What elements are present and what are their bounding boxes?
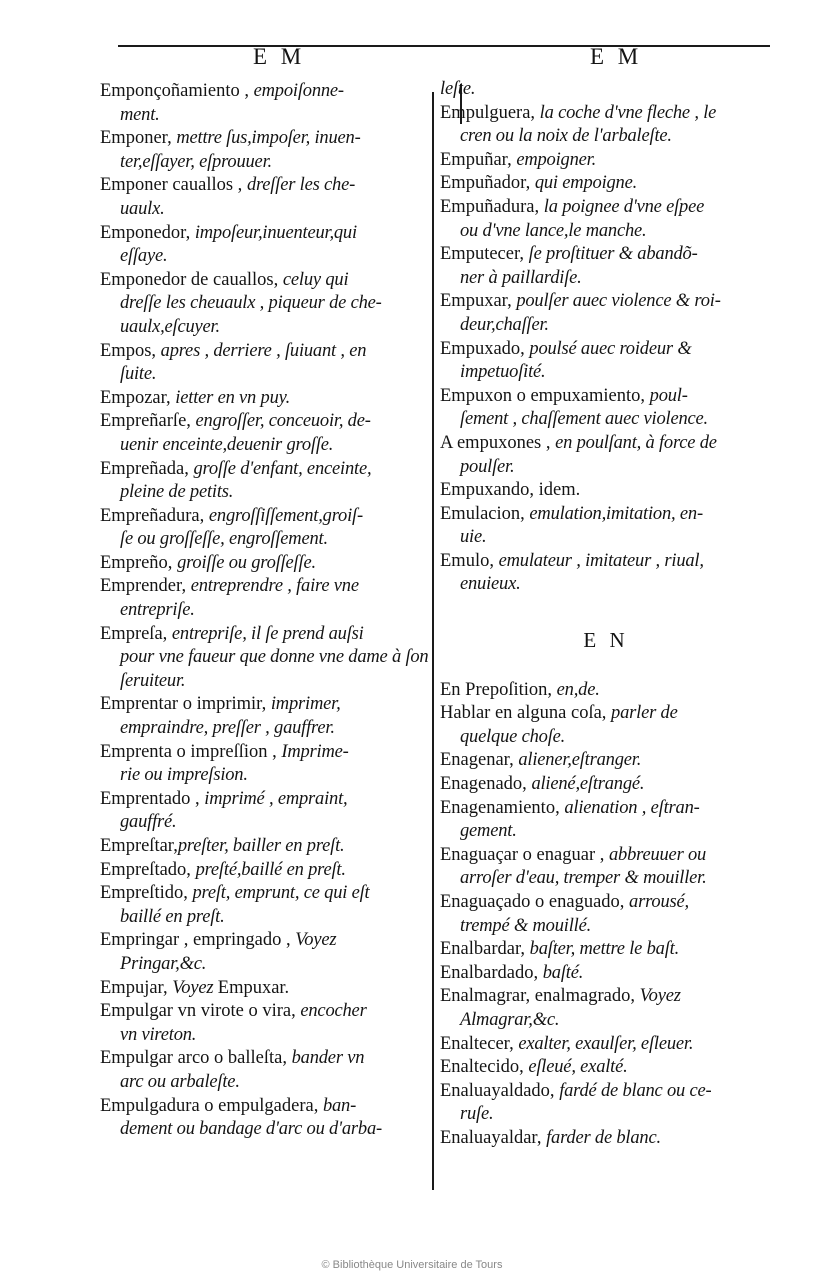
headword: Empuxado, bbox=[440, 338, 530, 359]
definition-continuation: ſe ou groſſeſſe, engroſſement. bbox=[120, 529, 328, 550]
top-rule bbox=[118, 45, 770, 47]
headword: Emprenta o impreſſion , bbox=[100, 741, 282, 762]
headword: Enagenamiento, bbox=[440, 797, 565, 818]
dictionary-entry bbox=[100, 80, 430, 127]
definition-continuation: impetuoſité. bbox=[460, 362, 546, 383]
headword: A empuxones , bbox=[440, 432, 556, 453]
headword: Empuxon o empuxamiento, bbox=[440, 385, 650, 406]
right-column-em-entries bbox=[440, 78, 772, 597]
definition-continuation: gauffré. bbox=[120, 812, 177, 833]
definition-continuation: ſuite. bbox=[120, 364, 157, 385]
headword: Empreſa, bbox=[100, 623, 172, 644]
dictionary-entry bbox=[440, 385, 772, 432]
dictionary-entry bbox=[100, 127, 430, 174]
definition: baſté. bbox=[542, 962, 584, 983]
headword: Empozar, bbox=[100, 387, 176, 408]
left-column bbox=[100, 80, 430, 1142]
headword: Empulgar arco o balleſta, bbox=[100, 1048, 292, 1069]
headword: Empulgar vn virote o vira, bbox=[100, 1001, 301, 1022]
dictionary-entry bbox=[440, 702, 772, 749]
definition: la poignee d'vne eſpee bbox=[543, 196, 705, 217]
dictionary-entry bbox=[100, 222, 430, 269]
dictionary-entry bbox=[440, 290, 772, 337]
definition: Voyez bbox=[639, 986, 681, 1007]
dictionary-entry bbox=[100, 835, 430, 859]
definition: poulsé auec roideur & bbox=[529, 338, 692, 359]
headword: Empulguera, bbox=[440, 102, 540, 123]
headword: Emprentar o imprimir, bbox=[100, 694, 271, 715]
definition: ſe proſtituer & abandõ- bbox=[528, 244, 698, 265]
definition: en poulſant, à force de bbox=[555, 432, 717, 453]
definition: la coche d'vne fleche , le bbox=[539, 102, 717, 123]
dictionary-entry bbox=[440, 172, 772, 196]
definition: alienation , eſtran- bbox=[564, 797, 700, 818]
dictionary-entry bbox=[440, 338, 772, 385]
dictionary-entry bbox=[100, 1047, 430, 1094]
definition: arrousé, bbox=[629, 892, 689, 912]
definition-continuation: eſſaye. bbox=[120, 246, 168, 267]
definition: groiſſe ou groſſeſſe. bbox=[177, 552, 316, 573]
definition: imprimé , empraint, bbox=[204, 788, 348, 809]
definition: preſter, bailler en preſt. bbox=[177, 836, 345, 856]
running-head-left: E M bbox=[253, 44, 306, 69]
headword: Enalmagrar, enalmagrado, bbox=[440, 986, 640, 1007]
definition: empoiſonne- bbox=[253, 81, 344, 101]
definition: aliener,eſtranger. bbox=[518, 750, 642, 771]
dictionary-entry bbox=[440, 149, 772, 173]
definition: engroſſiſſement,groiſ- bbox=[208, 505, 363, 526]
headword: Emprentado , bbox=[100, 788, 205, 809]
right-column-en-entries bbox=[440, 679, 772, 1151]
definition: leſte. bbox=[440, 79, 476, 99]
headword: Empreñadura, bbox=[100, 505, 209, 526]
definition: en,de. bbox=[556, 679, 600, 700]
definition: groſſe d'enfant, enceinte, bbox=[193, 458, 372, 479]
definition-continuation: trempé & mouillé. bbox=[460, 915, 592, 936]
headword: Enaluayaldar, bbox=[440, 1127, 547, 1148]
definition: preſté,baillé en preſt. bbox=[195, 859, 346, 880]
headword: Enaluayaldado, bbox=[440, 1080, 560, 1101]
definition: imprimer, bbox=[270, 694, 341, 715]
headword: Empringar , empringado , bbox=[100, 930, 296, 951]
definition-continuation: dement ou bandage d'arc ou d'arba- bbox=[120, 1119, 382, 1140]
headword: Emponer, bbox=[100, 128, 177, 149]
definition-continuation: uie. bbox=[460, 527, 487, 548]
dictionary-entry bbox=[440, 1033, 772, 1057]
dictionary-entry bbox=[100, 552, 430, 576]
definition: impoſeur,inuenteur,qui bbox=[194, 222, 357, 243]
dictionary-entry bbox=[440, 479, 772, 503]
definition: abbreuuer ou bbox=[608, 844, 707, 865]
headword: Enalbardar, bbox=[440, 939, 530, 960]
headword: Enagenado, bbox=[440, 774, 532, 795]
definition: fardé de blanc ou ce- bbox=[559, 1080, 712, 1101]
definition: dreſſer les che- bbox=[246, 175, 356, 196]
definition: ban- bbox=[322, 1095, 357, 1116]
definition: Imprime- bbox=[281, 741, 349, 762]
definition-continuation: baillé en preſt. bbox=[120, 906, 225, 927]
dictionary-entry bbox=[440, 550, 772, 597]
headword: Emponedor de cauallos, bbox=[100, 269, 283, 290]
definition-continuation: uaulx. bbox=[120, 198, 165, 219]
dictionary-entry bbox=[100, 882, 430, 929]
definition-continuation: cren ou la noix de l'arbaleſte. bbox=[460, 126, 672, 147]
dictionary-entry bbox=[100, 269, 430, 340]
headword: Emulo, bbox=[440, 550, 499, 571]
dictionary-entry bbox=[440, 749, 772, 773]
headword: Emponer cauallos , bbox=[100, 175, 247, 196]
dictionary-entry bbox=[100, 859, 430, 883]
definition-continuation: ter,eſſayer, eſprouuer. bbox=[120, 151, 272, 172]
dictionary-entry bbox=[100, 575, 430, 622]
headword: Empuñar, bbox=[440, 149, 517, 170]
definition-continuation: gement. bbox=[460, 821, 517, 842]
dictionary-entry bbox=[440, 243, 772, 290]
definition: eſleué, exalté. bbox=[528, 1057, 628, 1078]
dictionary-entry bbox=[100, 693, 430, 740]
headword: Emprender, bbox=[100, 576, 191, 597]
headword: Enaltecer, bbox=[440, 1033, 519, 1054]
definition: qui empoigne. bbox=[534, 173, 638, 194]
dictionary-entry bbox=[440, 1056, 772, 1080]
headword: Empulgadura o empulgadera, bbox=[100, 1095, 323, 1116]
definition: empoigner. bbox=[516, 149, 597, 170]
definition-continuation: Almagrar,&c. bbox=[460, 1009, 560, 1030]
headword: Empreſtar, bbox=[100, 836, 178, 856]
dictionary-entry bbox=[100, 410, 430, 457]
copyright-footer: © Bibliothèque Universitaire de Tours bbox=[321, 1259, 503, 1271]
headword: Emponedor, bbox=[100, 222, 195, 243]
headword: Empreño, bbox=[100, 552, 178, 573]
dictionary-entry bbox=[100, 788, 430, 835]
section-title: E N bbox=[583, 628, 629, 653]
definition-continuation: arroſer d'eau, tremper & mouiller. bbox=[460, 868, 707, 889]
headword: En Prepoſition, bbox=[440, 679, 557, 700]
definition-continuation: ment. bbox=[120, 104, 160, 125]
headword: Empreſtido, bbox=[100, 883, 193, 904]
headword: Enaguaçado o enaguado, bbox=[440, 892, 630, 912]
headword: Emulacion, bbox=[440, 503, 530, 524]
headword: Empuñador, bbox=[440, 173, 535, 194]
definition-continuation: ner à paillardiſe. bbox=[460, 267, 582, 288]
dictionary-entry bbox=[100, 174, 430, 221]
headword: Enaguaçar o enaguar , bbox=[440, 844, 609, 865]
definition-continuation: empraindre, preſſer , gauffrer. bbox=[120, 718, 335, 739]
definition: preſt, emprunt, ce qui eſt bbox=[192, 883, 370, 904]
dictionary-entry bbox=[100, 741, 430, 788]
dictionary-entry bbox=[100, 929, 430, 976]
dictionary-entry bbox=[100, 1095, 430, 1142]
definition: entreprendre , faire vne bbox=[190, 576, 359, 597]
dictionary-entry bbox=[440, 891, 772, 938]
running-head-right: E M bbox=[590, 44, 643, 69]
dictionary-entry bbox=[440, 962, 772, 986]
definition-continuation: poulſer. bbox=[460, 456, 515, 477]
dictionary-entry bbox=[440, 432, 772, 479]
headword: Enaltecido, bbox=[440, 1057, 529, 1078]
definition: farder de blanc. bbox=[546, 1127, 661, 1148]
definition: emulateur , imitateur , riual, bbox=[498, 550, 704, 571]
definition-continuation: Pringar,&c. bbox=[120, 953, 207, 974]
dictionary-entry bbox=[440, 78, 772, 102]
definition-continuation: ſement , chaſſement auec violence. bbox=[460, 409, 708, 430]
definition-continuation: rie ou impreſsion. bbox=[120, 765, 248, 786]
definition-continuation: deur,chaſſer. bbox=[460, 314, 549, 335]
dictionary-entry bbox=[440, 1127, 772, 1151]
cross-reference: Empuxar. bbox=[217, 977, 290, 998]
headword: Empuxando, idem. bbox=[440, 480, 581, 501]
headword: Hablar en alguna coſa, bbox=[440, 703, 612, 724]
definition: entrepriſe, il ſe prend auſsi bbox=[171, 623, 364, 644]
dictionary-entry bbox=[440, 679, 772, 703]
definition-continuation: ou d'vne lance,le manche. bbox=[460, 220, 647, 241]
definition: emulation,imitation, en- bbox=[529, 503, 703, 524]
definition: engroſſer, conceuoir, de- bbox=[195, 411, 371, 432]
dictionary-entry bbox=[440, 196, 772, 243]
dictionary-entry bbox=[100, 1000, 430, 1047]
headword: Empos, bbox=[100, 340, 161, 361]
headword: Empujar, bbox=[100, 977, 173, 998]
dictionary-entry bbox=[440, 938, 772, 962]
definition-continuation: ruſe. bbox=[460, 1104, 494, 1125]
dictionary-entry bbox=[100, 505, 430, 552]
definition-continuation: pleine de petits. bbox=[120, 482, 234, 503]
dictionary-entry bbox=[440, 503, 772, 550]
headword: Empreſtado, bbox=[100, 859, 196, 880]
definition: Voyez bbox=[172, 977, 218, 998]
dictionary-entry bbox=[440, 773, 772, 797]
dictionary-entry bbox=[100, 977, 430, 1001]
dictionary-entry bbox=[440, 844, 772, 891]
headword: Enalbardado, bbox=[440, 962, 543, 983]
definition: poul- bbox=[649, 385, 688, 406]
definition-continuation: entrepriſe. bbox=[120, 600, 195, 621]
definition: poulſer auec violence & roi- bbox=[516, 291, 721, 312]
headword: Emputecer, bbox=[440, 244, 529, 265]
definition-continuation: enuieux. bbox=[460, 574, 521, 595]
headword: Empreñada, bbox=[100, 458, 194, 479]
headword: Empreñarſe, bbox=[100, 411, 196, 432]
definition-continuation: quelque choſe. bbox=[460, 726, 566, 747]
dictionary-entry bbox=[440, 102, 772, 149]
headword: Empuxar, bbox=[440, 291, 517, 312]
column-divider bbox=[432, 92, 434, 1190]
dictionary-entry bbox=[440, 985, 772, 1032]
definition: Voyez bbox=[295, 930, 337, 951]
right-column bbox=[440, 78, 772, 1151]
definition: baſter, mettre le baſt. bbox=[529, 939, 680, 960]
dictionary-entry bbox=[100, 623, 430, 694]
headword: Emponçoñamiento , bbox=[100, 81, 254, 101]
definition-continuation: uenir enceinte,deuenir groſſe. bbox=[120, 434, 334, 455]
definition: mettre ſus,impoſer, inuen- bbox=[176, 128, 361, 149]
dictionary-entry bbox=[100, 340, 430, 387]
dictionary-entry bbox=[100, 458, 430, 505]
headword: Enagenar, bbox=[440, 750, 519, 771]
definition: aliené,eſtrangé. bbox=[531, 774, 645, 795]
definition-continuation: pour vne faueur que donne vne dame à ſon ſeruiteur. bbox=[120, 647, 429, 691]
definition: parler de bbox=[611, 703, 678, 724]
dictionary-entry bbox=[440, 797, 772, 844]
definition-continuation: vn vireton. bbox=[120, 1024, 197, 1045]
definition: ietter en vn puy. bbox=[175, 387, 291, 408]
definition: encocher bbox=[300, 1001, 367, 1022]
dictionary-entry bbox=[100, 387, 430, 411]
definition: exalter, exaulſer, eſleuer. bbox=[518, 1033, 694, 1054]
dictionary-entry bbox=[440, 1080, 772, 1127]
definition-continuation: dreſſe les cheuaulx , piqueur de che- uaulx,eſcuyer. bbox=[120, 293, 382, 337]
definition: apres , derriere , ſuiuant , en bbox=[160, 340, 367, 361]
headword: Empuñadura, bbox=[440, 196, 544, 217]
definition-continuation: arc ou arbaleſte. bbox=[120, 1071, 240, 1092]
definition: bander vn bbox=[291, 1048, 365, 1069]
definition: celuy qui bbox=[282, 269, 349, 290]
